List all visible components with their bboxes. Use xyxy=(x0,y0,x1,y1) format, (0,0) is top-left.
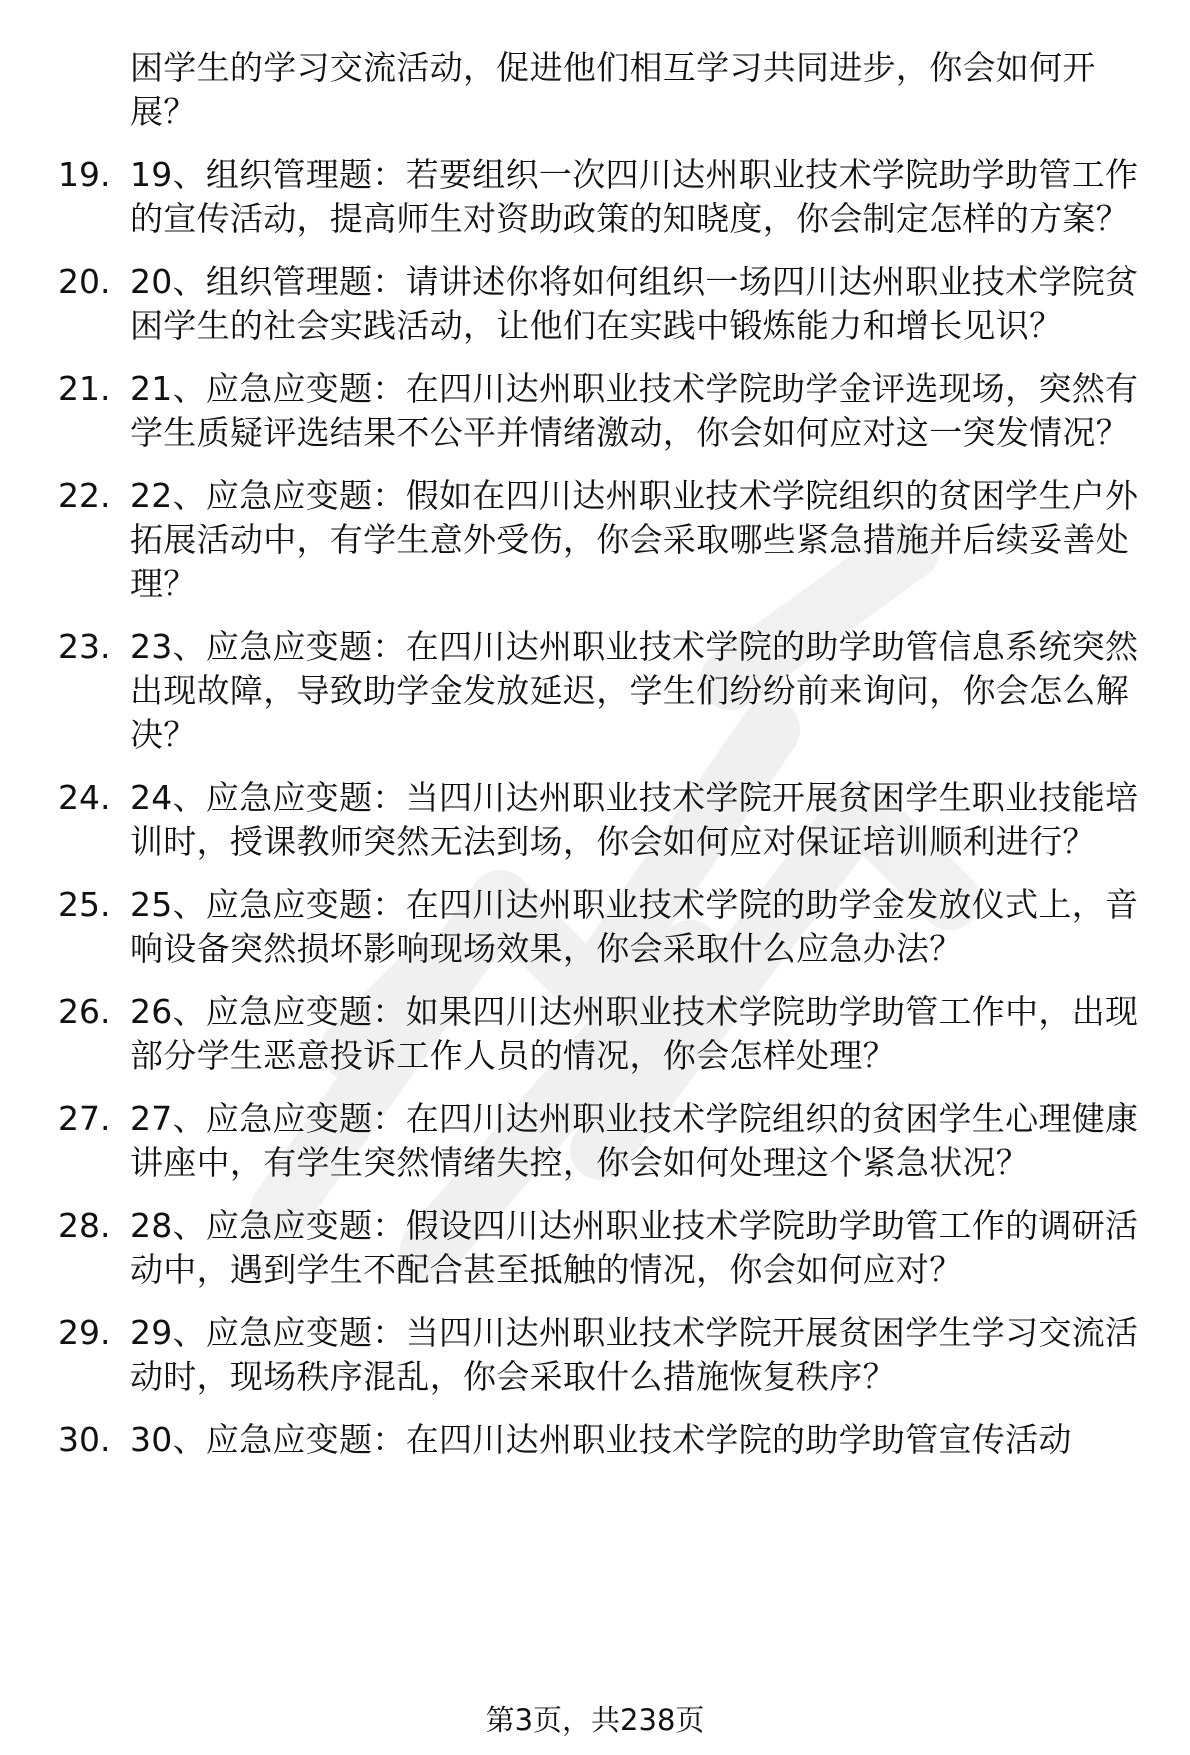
list-item xyxy=(0,153,1190,241)
item-text: 19、组织管理题：若要组织一次四川达州职业技术学院助学助管工作的宣传活动，提高师生对资助政策的知晓度，你会制定怎样的方案？ xyxy=(130,155,1139,238)
list-item xyxy=(0,883,1190,971)
list-item xyxy=(0,990,1190,1078)
list-item xyxy=(0,1204,1190,1292)
list-item xyxy=(0,1311,1190,1399)
list-item xyxy=(0,260,1190,348)
item-number: 25. xyxy=(58,885,111,924)
item-text: 27、应急应变题：在四川达州职业技术学院组织的贫困学生心理健康讲座中，有学生突然情绪失控，你会如何处理这个紧急状况？ xyxy=(130,1099,1139,1182)
item-number: 24. xyxy=(58,778,111,817)
page-number-footer: 第3页，共238页 xyxy=(485,1703,705,1737)
item-text: 28、应急应变题：假设四川达州职业技术学院助学助管工作的调研活动中，遇到学生不配合甚至抵触的情况，你会如何应对？ xyxy=(130,1206,1139,1289)
list-item xyxy=(0,46,1190,134)
item-text: 21、应急应变题：在四川达州职业技术学院助学金评选现场，突然有学生质疑评选结果不公平并情绪激动，你会如何应对这一突发情况？ xyxy=(130,369,1139,452)
list-item xyxy=(0,474,1190,606)
item-number: 30. xyxy=(58,1420,111,1459)
list-item xyxy=(0,1097,1190,1185)
item-number: 29. xyxy=(58,1313,111,1352)
item-text: 22、应急应变题：假如在四川达州职业技术学院组织的贫困学生户外拓展活动中，有学生意外受伤，你会采取哪些紧急措施并后续妥善处理？ xyxy=(130,476,1139,603)
item-text: 困学生的学习交流活动，促进他们相互学习共同进步，你会如何开展？ xyxy=(130,48,1096,131)
item-number: 21. xyxy=(58,369,111,408)
item-number: 26. xyxy=(58,992,111,1031)
item-number: 28. xyxy=(58,1206,111,1245)
list-item xyxy=(0,776,1190,864)
item-text: 23、应急应变题：在四川达州职业技术学院的助学助管信息系统突然出现故障，导致助学金发放延迟，学生们纷纷前来询问，你会怎么解决？ xyxy=(130,627,1139,754)
item-text: 24、应急应变题：当四川达州职业技术学院开展贫困学生职业技能培训时，授课教师突然无法到场，你会如何应对保证培训顺利进行？ xyxy=(130,778,1139,861)
question-list xyxy=(0,46,1190,1481)
item-number: 19. xyxy=(58,155,111,194)
item-text: 30、应急应变题：在四川达州职业技术学院的助学助管宣传活动 xyxy=(130,1420,1072,1459)
item-number: 23. xyxy=(58,627,111,666)
item-text: 29、应急应变题：当四川达州职业技术学院开展贫困学生学习交流活动时，现场秩序混乱，你会采取什么措施恢复秩序？ xyxy=(130,1313,1139,1396)
list-item xyxy=(0,1418,1190,1462)
item-number: 20. xyxy=(58,262,111,301)
item-number: 22. xyxy=(58,476,111,515)
item-text: 26、应急应变题：如果四川达州职业技术学院助学助管工作中，出现部分学生恶意投诉工作人员的情况，你会怎样处理？ xyxy=(130,992,1139,1075)
item-number: 27. xyxy=(58,1099,111,1138)
item-text: 20、组织管理题：请讲述你将如何组织一场四川达州职业技术学院贫困学生的社会实践活动，让他们在实践中锻炼能力和增长见识？ xyxy=(130,262,1139,345)
list-item xyxy=(0,625,1190,757)
list-item xyxy=(0,367,1190,455)
item-text: 25、应急应变题：在四川达州职业技术学院的助学金发放仪式上，音响设备突然损坏影响现场效果，你会采取什么应急办法？ xyxy=(130,885,1139,968)
